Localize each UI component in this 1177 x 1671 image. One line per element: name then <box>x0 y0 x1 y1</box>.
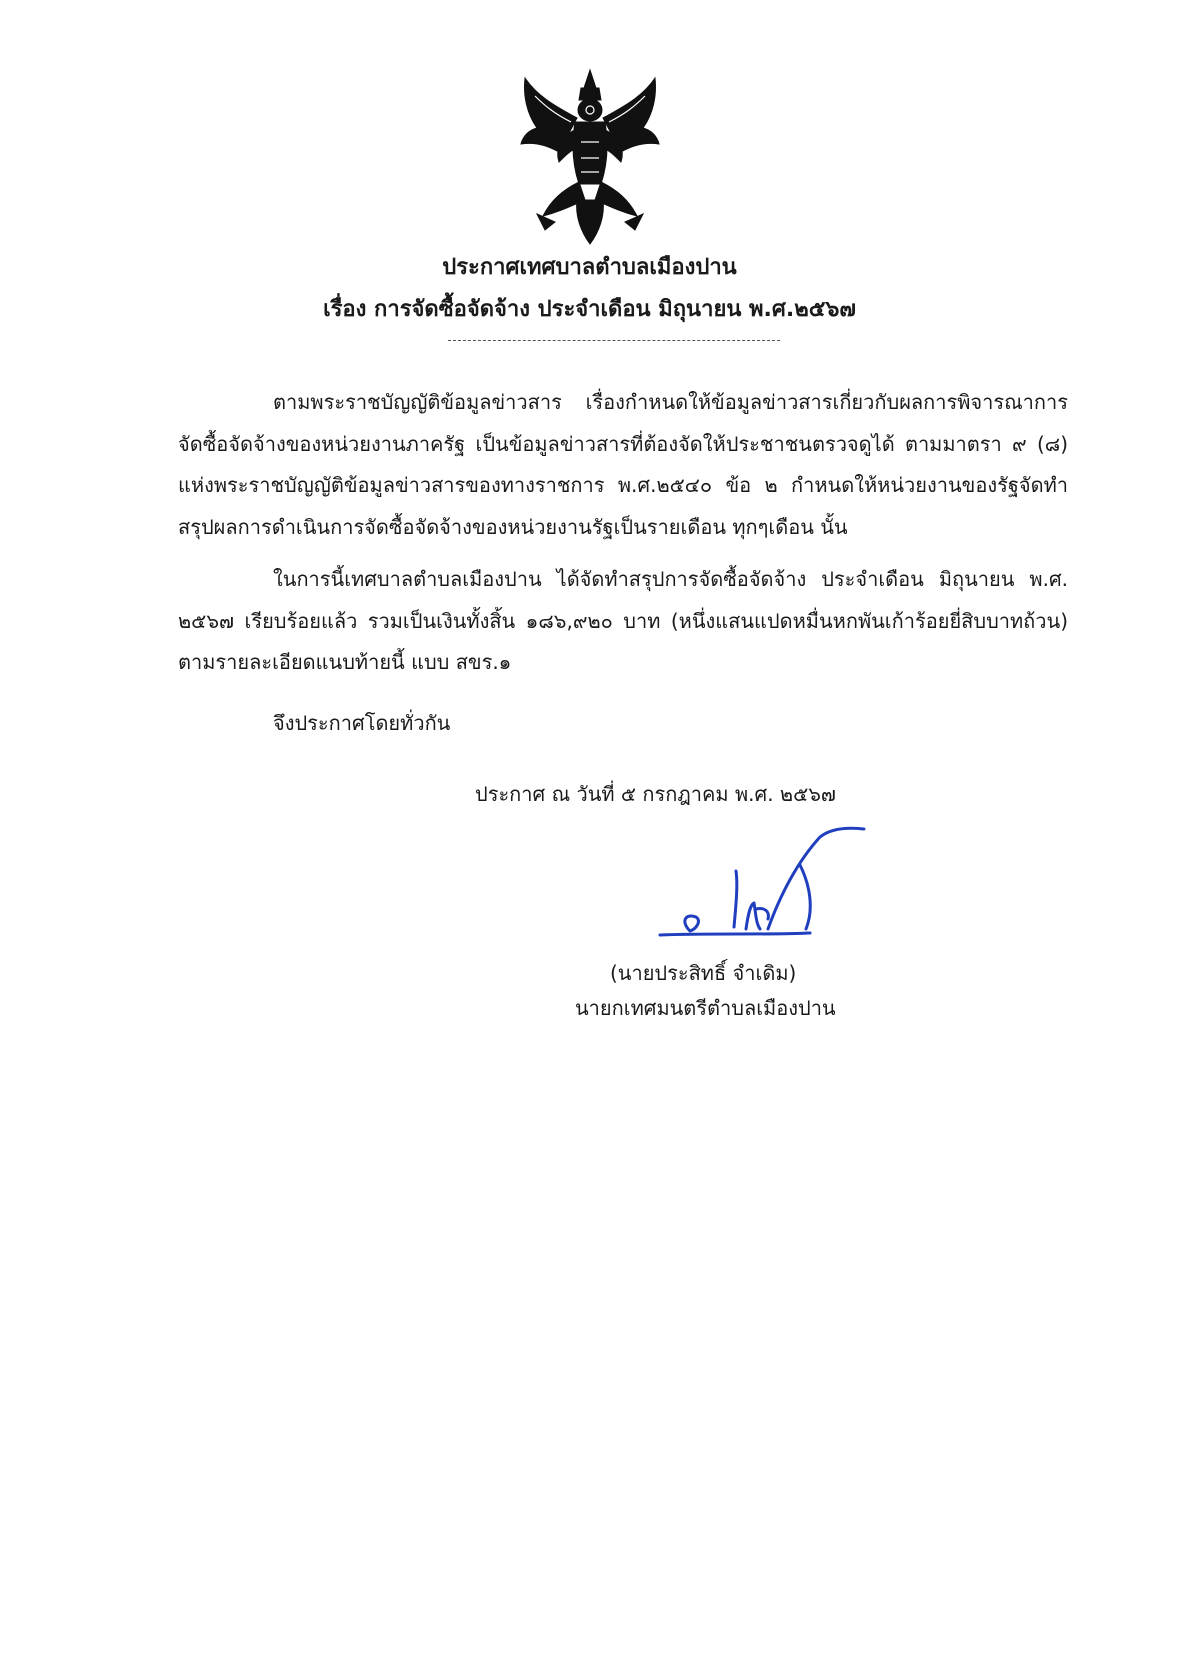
document-title: ประกาศเทศบาลตำบลเมืองปาน <box>442 255 737 280</box>
document-subject: เรื่อง การจัดซื้อจัดจ้าง ประจำเดือน มิถุนายน พ.ศ.๒๕๖๗ <box>323 297 856 322</box>
signer-position: นายกเทศมนตรีตำบลเมืองปาน <box>575 996 836 1020</box>
header-divider <box>448 340 780 341</box>
garuda-emblem-icon <box>515 66 665 248</box>
closing-statement: จึงประกาศโดยทั่วกัน <box>273 711 451 735</box>
handwritten-signature-icon <box>650 825 880 950</box>
signer-name: (นายประสิทธิ์ จำเดิม) <box>610 961 797 985</box>
body-paragraph-2: ในการนี้เทศบาลตำบลเมืองปาน ได้จัดทำสรุปการจัดซื้อจัดจ้าง ประจำเดือน มิถุนายน พ.ศ. ๒๕๖๗ เรียบร้อยแล้ว รวมเป็นเงินทั้งสิ้น ๑๘๖,๙๒๐ บาท (หนึ่งแสนแปดหมื่นหกพันเก้าร้อยยี่สิบบาทถ้วน) ตามรายละเอียดแนบท้ายนี้ แบบ สขร.๑ <box>178 567 1068 674</box>
body-paragraph-1: ตามพระราชบัญญัติข้อมูลข่าวสาร เรื่องกำหนดให้ข้อมูลข่าวสารเกี่ยวกับผลการพิจารณาการจัดซื้อจัดจ้างของหน่วยงานภาครัฐ เป็นข้อมูลข่าวสารที่ต้องจัดให้ประชาชนตรวจดูได้ ตามมาตรา ๙ (๘) แห่งพระราชบัญญัติข้อมูลข่าวสารของทางราชการ พ.ศ.๒๕๔๐ ข้อ ๒ กำหนดให้หน่วยงานของรัฐจัดทำสรุปผลการดำเนินการจัดซื้อจัดจ้างของหน่วยงานรัฐเป็นรายเดือน ทุกๆเดือน นั้น <box>178 390 1068 539</box>
announcement-date: ประกาศ ณ วันที่ ๕ กรกฎาคม พ.ศ. ๒๕๖๗ <box>475 782 836 806</box>
